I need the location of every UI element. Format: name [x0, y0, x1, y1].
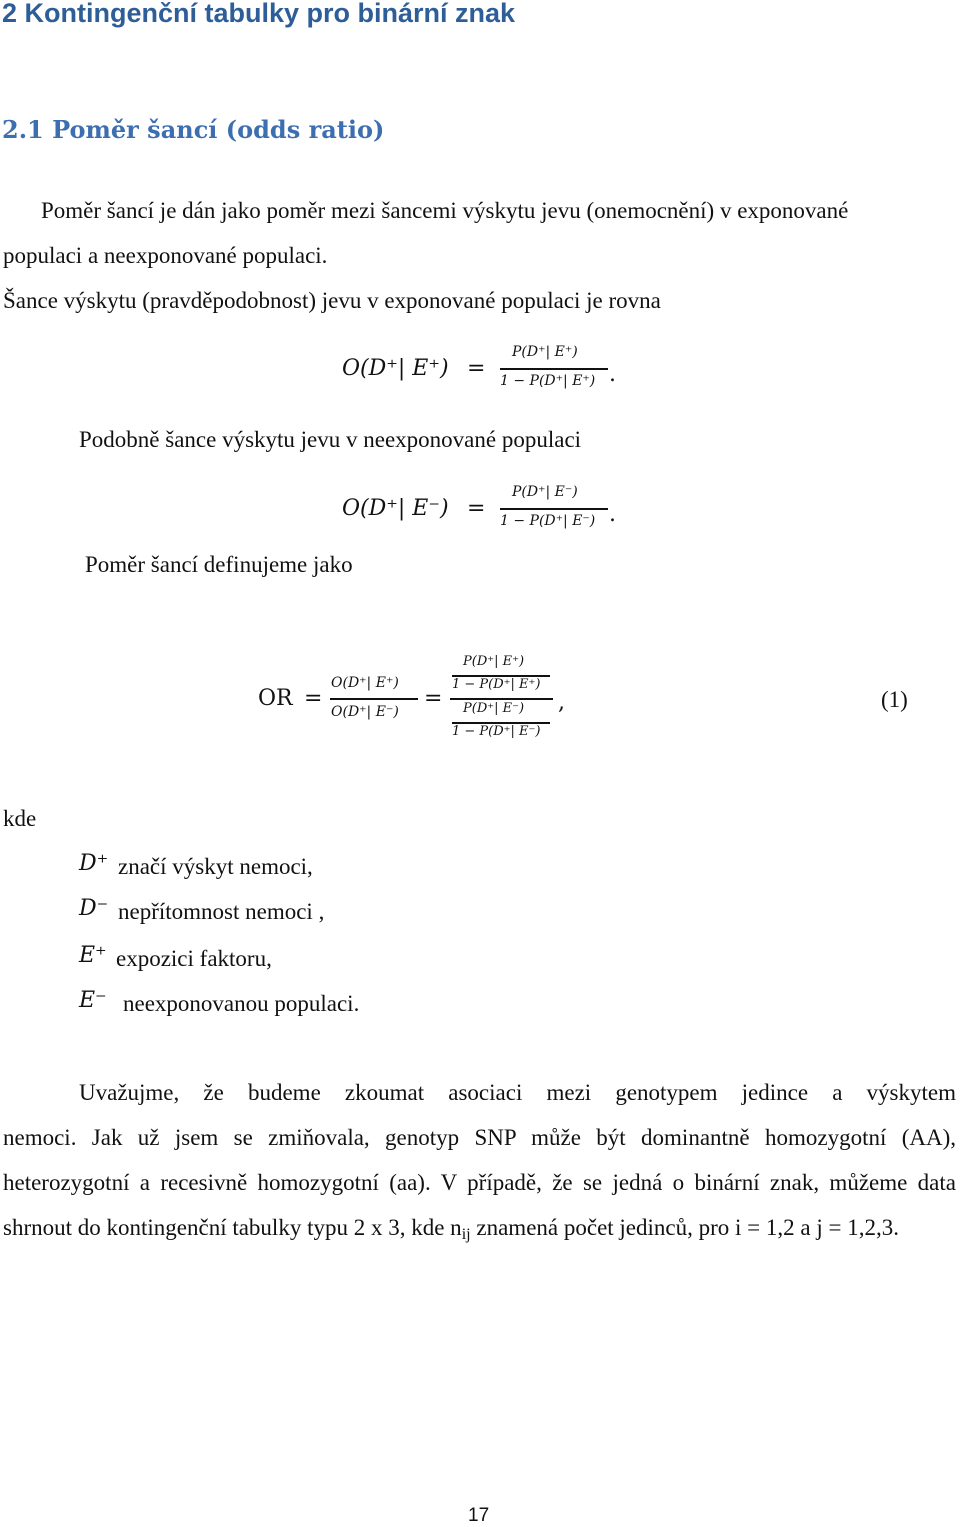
- formula-lhs: O(D⁺| E⁻): [342, 496, 449, 521]
- inner-numerator-bottom: 1 − P(D⁺| E⁺): [452, 677, 541, 692]
- formula-numerator: P(D⁺| E⁺): [512, 344, 578, 360]
- formula-period: .: [609, 502, 616, 527]
- fraction1-denominator: O(D⁺| E⁻): [331, 704, 399, 720]
- subscript-ij: ij: [461, 1226, 471, 1244]
- section-heading: 2.1 Poměr šancí (odds ratio): [2, 115, 385, 144]
- definition-text: expozici faktoru,: [116, 946, 272, 971]
- formula-equals: =: [467, 496, 486, 521]
- final-paragraph-text: nemoci. Jak už jsem se zmiňovala, genotyp SNP může být dominantně homozygotní (AA), heterozygotní a recesivně homozygotní (aa). V případě, že se jedná o binární znak, můžeme data shrnout do kontingenční tabulky typu 2 x 3, kde n: [3, 1125, 956, 1240]
- intro-text-line-1: Poměr šancí je dán jako poměr mezi šancemi výskytu jevu (onemocnění) v exponované: [41, 198, 849, 223]
- definition-text: neexponovanou populaci.: [123, 991, 360, 1016]
- definition-symbol: E⁻: [79, 988, 107, 1013]
- final-paragraph-body: [3, 1115, 956, 1257]
- unexposed-intro-text: Podobně šance výskytu jevu v neexponované populaci: [79, 427, 582, 452]
- definition-text: značí výskyt nemoci,: [118, 854, 313, 879]
- or-intro-text: Poměr šancí definujeme jako: [85, 552, 353, 577]
- main-fraction-line: [450, 698, 553, 700]
- fraction-line: [500, 508, 608, 510]
- definition-text: nepřítomnost nemoci ,: [118, 899, 325, 924]
- fraction1-numerator: O(D⁺| E⁺): [331, 675, 399, 691]
- final-paragraph-line-1: Uvažujme, že budeme zkoumat asociaci mezi genotypem jedince a výskytem: [79, 1080, 956, 1105]
- inner-numerator-top: P(D⁺| E⁺): [463, 654, 525, 669]
- definition-symbol: D⁺: [79, 851, 109, 876]
- formula-comma: ,: [558, 690, 565, 715]
- formula-equals: =: [304, 686, 323, 711]
- definition-symbol: D⁻: [79, 896, 109, 921]
- formula-numerator: P(D⁺| E⁻): [512, 484, 578, 500]
- page-number: 17: [468, 1505, 490, 1526]
- intro-text-line-2: populaci a neexponované populaci.: [3, 243, 328, 268]
- formula-denominator: 1 − P(D⁺| E⁻): [500, 513, 596, 529]
- formula-denominator: 1 − P(D⁺| E⁺): [500, 373, 596, 389]
- equation-number: (1): [881, 687, 908, 712]
- formula-lhs: O(D⁺| E⁺): [342, 356, 449, 381]
- definition-symbol: E⁺: [79, 943, 107, 968]
- where-text: kde: [3, 806, 37, 831]
- final-paragraph-text-end: znamená počet jedinců, pro i = 1,2 a j = 1,2,3.: [470, 1215, 899, 1240]
- formula-equals: =: [467, 356, 486, 381]
- exposed-intro-text: Šance výskytu (pravděpodobnost) jevu v exponované populaci je rovna: [3, 288, 661, 313]
- formula-equals-2: =: [424, 686, 443, 711]
- fraction-line: [500, 368, 608, 370]
- formula-period: .: [609, 362, 616, 387]
- inner-denominator-bottom: 1 − P(D⁺| E⁻): [452, 724, 541, 739]
- chapter-heading: 2 Kontingenční tabulky pro binární znak: [2, 0, 516, 28]
- inner-denominator-top: P(D⁺| E⁻): [463, 701, 525, 716]
- fraction1-line: [330, 698, 418, 700]
- formula-lhs: OR: [258, 686, 293, 711]
